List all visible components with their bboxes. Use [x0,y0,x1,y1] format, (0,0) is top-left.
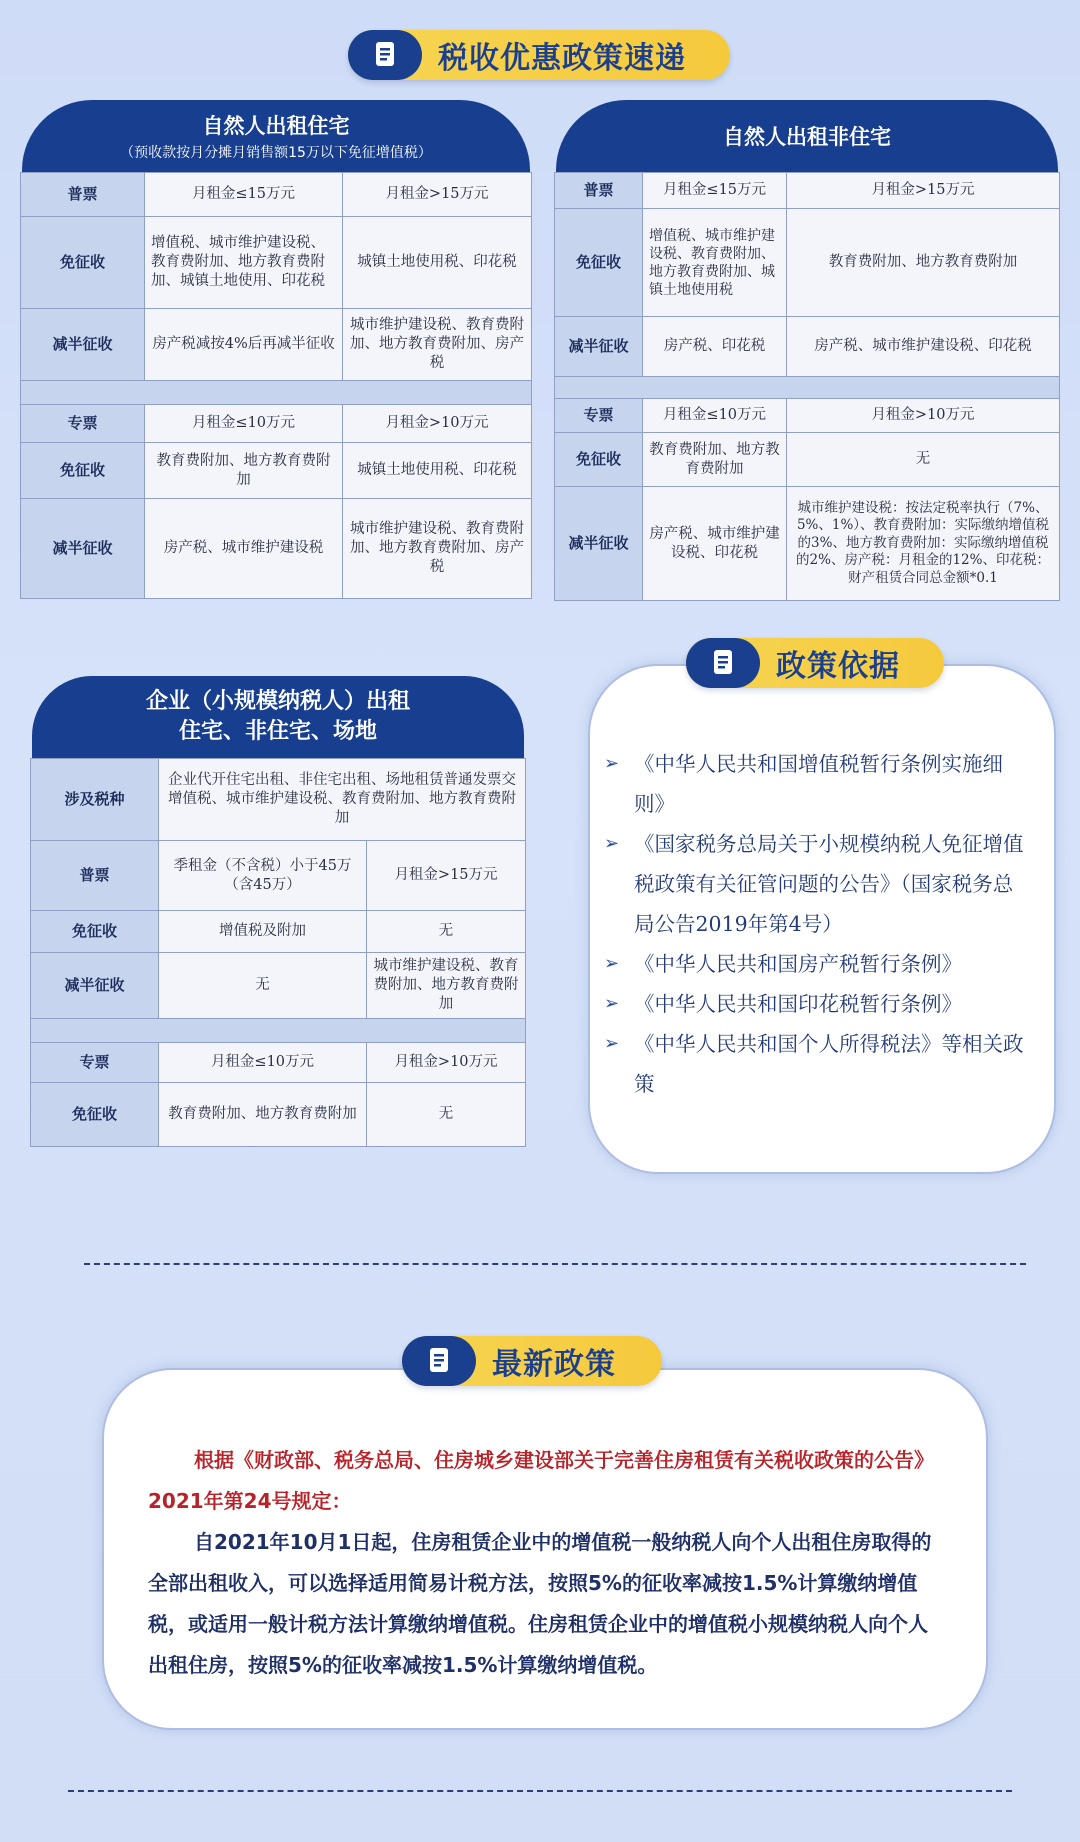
row-label: 普票 [31,841,159,911]
list-item-text: 《中华人民共和国房产税暂行条例》 [634,952,962,976]
list-item [604,944,1032,984]
table-cell: 城市维护建设税：按法定税率执行（7%、5%、1%）、教育费附加：实际缴纳增值税的3%、地方教育费附加：实际缴纳增值税的2%、房产税：月租金的12%、印花税：财产租赁合同总金额*0.1 [787,487,1060,601]
table-cell: 城市维护建设税、教育费附加、地方教育费附加 [367,953,526,1019]
table-enterprise-small-scale [30,676,526,1152]
divider [68,1790,1012,1792]
tax-table [20,172,532,599]
section-title: 政策依据 [776,649,900,684]
table-cell: 教育费附加、地方教育费附加 [159,1083,367,1147]
list-item [604,744,1032,824]
table-row [555,173,1060,209]
table-cell: 企业代开住宅出租、非住宅出租、场地租赁普通发票交增值税、城市维护建设税、教育费附加、地方教育费附加 [159,759,526,841]
table-subtitle: （预收款按月分摊月销售额15万以下免征增值税） [120,145,432,161]
divider [84,1263,1026,1265]
table-divider [21,381,532,405]
row-label: 减半征收 [21,309,145,381]
policy-basis-list [604,744,1032,1104]
table-divider [31,1019,526,1043]
table-cell: 房产税、城市维护建设税 [145,499,343,599]
row-label: 普票 [21,173,145,217]
table-cell: 无 [787,433,1060,487]
table-cell: 增值税、城市维护建设税、教育费附加、地方教育费附加、城镇土地使用、印花税 [145,217,343,309]
table-cell: 城镇土地使用税、印花税 [343,217,532,309]
row-label: 减半征收 [21,499,145,599]
table-row [21,173,532,217]
row-label: 免征收 [555,433,643,487]
list-item [604,984,1032,1024]
table-title: 自然人出租住宅 [202,114,350,138]
table-row [555,209,1060,317]
table-cell: 城市维护建设税、教育费附加、地方教育费附加、房产税 [343,309,532,381]
row-label: 免征收 [21,443,145,499]
row-label: 免征收 [555,209,643,317]
table-cell: 教育费附加、地方教育费附加 [643,433,787,487]
table-row [21,217,532,309]
row-label: 减半征收 [31,953,159,1019]
section-title: 最新政策 [492,1347,616,1382]
table-cell: 增值税及附加 [159,911,367,953]
table-row [555,487,1060,601]
badge [402,1336,476,1386]
table-title-line1: 企业（小规模纳税人）出租 [145,689,410,714]
table-row [31,1083,526,1147]
policy-body: 自2021年10月1日起，住房租赁企业中的增值税一般纳税人向个人出租住房取得的全部出租收入，可以选择适用简易计税方法，按照5%的征收率减按1.5%计算缴纳增值税，或适用一般计税方法计算缴纳增值税。住房租赁企业中的增值税小规模纳税人向个人出租住房，按照5%的征收率减按1.5%计算缴纳增值税。 [148,1530,932,1677]
table-row [555,433,1060,487]
table-cell: 房产税减按4%后再减半征收 [145,309,343,381]
row-label: 专票 [31,1043,159,1083]
table-cell: 月租金>15万元 [787,173,1060,209]
document-icon [706,646,740,680]
list-item-text: 《国家税务总局关于小规模纳税人免征增值税政策有关征管问题的公告》（国家税务总局公告2019年第4号） [634,832,1024,936]
row-label: 减半征收 [555,487,643,601]
table-natural-person-non-residential [554,100,1060,602]
table-row [21,309,532,381]
table-cell: 无 [367,1083,526,1147]
table-cell: 月租金>15万元 [343,173,532,217]
table-cell: 月租金≤10万元 [145,405,343,443]
table-natural-person-residential [20,100,532,602]
table-cell: 房产税、城市维护建设税、印花税 [787,317,1060,377]
table-cell: 增值税、城市维护建设税、教育费附加、地方教育费附加、城镇土地使用税 [643,209,787,317]
list-item-text: 《中华人民共和国个人所得税法》等相关政策 [634,1032,1024,1096]
table-cell: 月租金≤10万元 [643,399,787,433]
arrow-icon: ➢ [604,753,620,774]
list-item [604,1024,1032,1104]
table-cell: 房产税、城市维护建设税、印花税 [643,487,787,601]
table-cell: 季租金（不含税）小于45万（含45万） [159,841,367,911]
tax-table [554,172,1060,601]
table-cell: 房产税、印花税 [643,317,787,377]
row-label: 减半征收 [555,317,643,377]
arrow-icon: ➢ [604,833,620,854]
table-row [555,317,1060,377]
arrow-icon: ➢ [604,1033,620,1054]
tax-table [30,758,526,1147]
table-row [31,841,526,911]
table-cell: 月租金>15万元 [367,841,526,911]
table-header [22,100,530,172]
table-title-line2: 住宅、非住宅、场地 [178,719,377,744]
badge [348,30,422,80]
policy-intro: 根据《财政部、税务总局、住房城乡建设部关于完善住房租赁有关税收政策的公告》2021年第24号规定： [148,1448,934,1513]
table-cell: 无 [159,953,367,1019]
table-cell: 月租金≤10万元 [159,1043,367,1083]
table-row [555,399,1060,433]
table-row [31,953,526,1019]
arrow-icon: ➢ [604,993,620,1014]
table-row [31,1043,526,1083]
section-title: 税收优惠政策速递 [438,41,686,76]
row-label: 免征收 [21,217,145,309]
table-row [21,499,532,599]
table-cell: 月租金≤15万元 [145,173,343,217]
arrow-icon: ➢ [604,953,620,974]
row-label: 免征收 [31,911,159,953]
policy-basis-card [588,664,1056,1174]
table-title: 自然人出租非住宅 [723,125,891,149]
table-row [21,405,532,443]
table-cell: 月租金>10万元 [367,1043,526,1083]
badge [686,638,760,688]
document-icon [368,38,402,72]
row-label: 涉及税种 [31,759,159,841]
latest-policy-card [102,1368,988,1730]
table-row [31,911,526,953]
table-row [21,443,532,499]
table-cell: 月租金≤15万元 [643,173,787,209]
list-item-text: 《中华人民共和国增值税暂行条例实施细则》 [634,752,1003,816]
row-label: 专票 [555,399,643,433]
list-item [604,824,1032,944]
table-cell: 教育费附加、地方教育费附加 [145,443,343,499]
table-header [556,100,1058,172]
document-icon [422,1344,456,1378]
table-cell: 无 [367,911,526,953]
section-title-pill [686,638,944,688]
row-label: 专票 [21,405,145,443]
list-item-text: 《中华人民共和国印花税暂行条例》 [634,992,962,1016]
row-label: 普票 [555,173,643,209]
table-cell: 城镇土地使用税、印花税 [343,443,532,499]
table-divider [555,377,1060,399]
table-cell: 月租金>10万元 [787,399,1060,433]
table-header [32,676,524,758]
table-cell: 月租金>10万元 [343,405,532,443]
table-row [31,759,526,841]
row-label: 免征收 [31,1083,159,1147]
section-title-pill [348,30,730,80]
table-cell: 教育费附加、地方教育费附加 [787,209,1060,317]
table-cell: 城市维护建设税、教育费附加、地方教育费附加、房产税 [343,499,532,599]
section-title-pill [402,1336,662,1386]
